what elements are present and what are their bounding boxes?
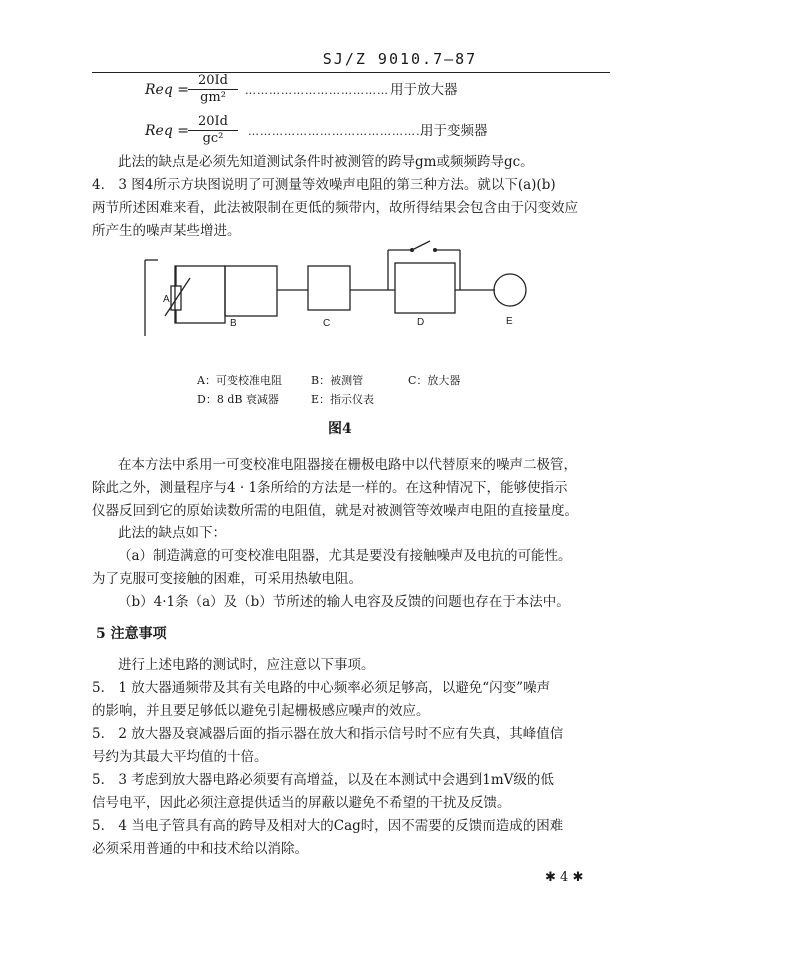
page-number-left-mark: ✱ xyxy=(545,870,561,885)
paragraph-4-3-line-3: 所产生的噪声某些增进。 xyxy=(92,223,241,239)
body-line-2: 除此之外，测量程序与4 · 1条所给的方法是一样的。在这种情况下，能够使指示 xyxy=(92,480,568,496)
figure-caption: 图4 xyxy=(328,421,352,437)
legend-c: C：放大器 xyxy=(408,374,461,387)
body-line-5: （a）制造满意的可变校准电阻器，尤其是要没有接触噪声及电抗的可能性。 xyxy=(118,548,572,564)
formula-1-leader-dots: ……………………………… xyxy=(245,84,389,97)
block-a-box xyxy=(175,266,225,323)
paragraph-4-3-line-1: 4． 3 图4所示方块图说明了可测量等效噪声电阻的第三种方法。就以下(a)(b) xyxy=(92,177,556,193)
block-b-box xyxy=(225,266,277,316)
variable-resistor-symbol xyxy=(171,286,181,310)
legend-b: B：被测管 xyxy=(311,374,364,387)
standard-code-header: SJ/Z 9010.7—87 xyxy=(322,50,478,68)
formula-1-note: 用于放大器 xyxy=(390,82,458,98)
header-rule xyxy=(92,72,610,73)
block-e-meter xyxy=(494,274,526,306)
legend-a: A：可变校准电阻 xyxy=(197,374,282,387)
section-5-1-line-1: 5． 1 放大器通频带及其有关电路的中心频率必须足够高，以避免“闪变”噪声 xyxy=(92,680,551,696)
paragraph-4-3-line-2: 两节所述困难来看，此法被限制在更低的频带内，故所得结果会包含由于闪变效应 xyxy=(92,200,578,216)
formula-1-numerator: 20Id xyxy=(188,73,238,90)
section-5-4-line-1: 5． 4 当电子管具有高的跨导及相对大的Cag时，因不需要的反馈而造成的困难 xyxy=(92,818,564,834)
body-line-6: 为了克服可变接触的困难，可采用热敏电阻。 xyxy=(92,571,362,587)
body-line-1: 在本方法中系用一可变校准电阻器接在栅极电路中以代替原来的噪声二极管， xyxy=(118,457,577,473)
label-c: C xyxy=(323,318,331,329)
formula-2-note: 用于变频器 xyxy=(420,123,488,139)
block-diagram xyxy=(130,238,550,338)
section-5-4-line-2: 必须采用普通的中和技术给以消除。 xyxy=(92,841,308,857)
body-line-7: （b）4·1条（a）及（b）节所述的输人电容及反馈的问题也存在于本法中。 xyxy=(118,594,570,610)
body-line-4: 此法的缺点如下： xyxy=(118,525,226,541)
formula-1-denominator: gm² xyxy=(200,90,226,105)
section-5-title: 5 注意事项 xyxy=(96,626,167,642)
page-number: 4 xyxy=(560,870,569,885)
legend-d: D：8 dB 衰减器 xyxy=(197,393,279,406)
section-5-intro: 进行上述电路的测试时，应注意以下事项。 xyxy=(118,657,375,673)
block-c-box xyxy=(308,266,350,310)
formula-2-denominator: gc² xyxy=(202,131,224,146)
formula-2-lhs: Req = xyxy=(145,123,189,139)
formula-1-lhs: Req = xyxy=(145,82,189,98)
label-b: B xyxy=(230,318,237,329)
body-line-3: 仪器反回到它的原始读数所需的电阻值，就是对被测管等效噪声电阻的直接量度。 xyxy=(92,503,578,519)
legend-e: E：指示仪表 xyxy=(311,393,375,406)
section-5-1-line-2: 的影响，并且要足够低以避免引起栅极感应噪声的效应。 xyxy=(92,703,430,719)
label-a: A xyxy=(163,294,170,305)
paragraph-drawback: 此法的缺点是必须先知道测试条件时被测管的跨导gm或频频跨导gc。 xyxy=(118,154,534,170)
formula-1-fraction xyxy=(188,73,238,106)
formula-2-numerator: 20Id xyxy=(188,114,238,131)
label-e: E xyxy=(506,316,513,327)
section-5-3-line-1: 5． 3 考虑到放大器电路必须要有高增益，以及在本测试中会遇到1mV级的低 xyxy=(92,772,554,788)
formula-2-fraction xyxy=(188,114,238,147)
section-5-2-line-1: 5． 2 放大器及衰减器后面的指示器在放大和指示信号时不应有失真，其峰值信 xyxy=(92,726,564,742)
formula-2-leader-dots: ……………………………………… xyxy=(248,125,428,138)
page-number-right-mark: ✱ xyxy=(568,870,584,885)
block-d-box xyxy=(395,263,455,313)
section-5-2-line-2: 号约为其最大平均值的十倍。 xyxy=(92,749,268,765)
section-5-3-line-2: 信号电平，因此必须注意提供适当的屏蔽以避免不希望的干扰及反馈。 xyxy=(92,795,511,811)
page-number-footer xyxy=(545,870,583,885)
label-d: D xyxy=(417,317,425,328)
